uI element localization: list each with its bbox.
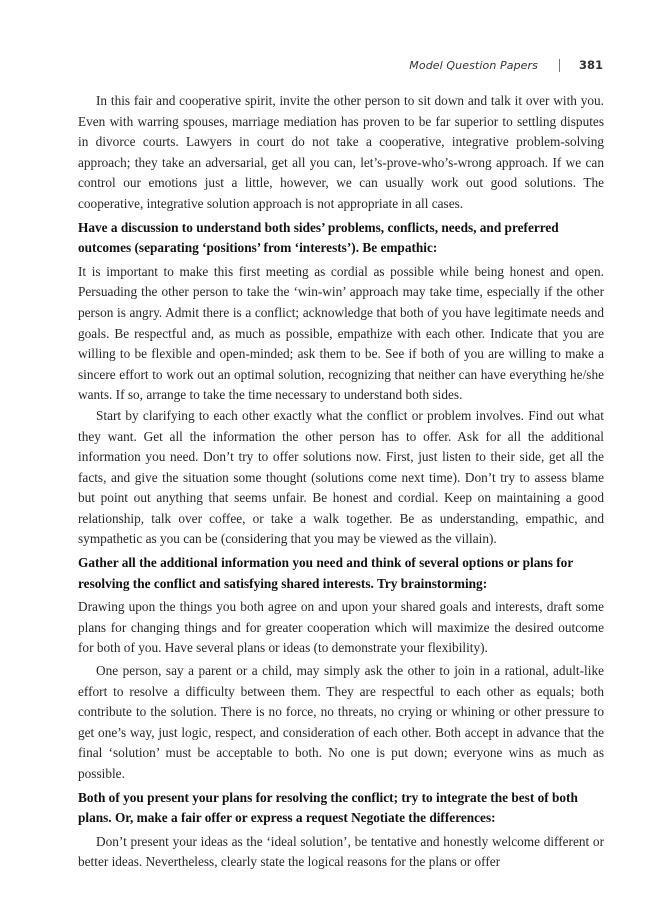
running-header [409, 58, 603, 72]
section-heading: Gather all the additional information you need and think of several options or plans for resolving the conflict and satisfying shared interests. Try brainstorming: [78, 555, 573, 591]
header-divider [559, 59, 560, 72]
paragraph: Start by clarifying to each other exactly what the conflict or problem involves. Find out what they want. Get all the information the other person has to offer. Ask for all the additional information you need. Don’t try to offer solutions now. First, just listen to their side, get all the facts, and give the situation some thought (solutions come next time). Don’t try to assess blame but point out anything that seems unfair. Be honest and cordial. Keep on maintaining a good relationship, talk over coffee, or take a walk together. Be as understanding, empathic, and sympathetic as you can be (considering that you may be viewed as the villain). [78, 407, 604, 547]
paragraph: It is important to make this first meeting as cordial as possible while being honest and open. Persuading the other person to take the ‘win-win’ approach may take time, especially if the other person is angry. Admit there is a conflict; acknowledge that both of you have legitimate needs and goals. Be respectful and, as much as possible, empathize with each other. Indicate that you are willing to be flexible and open-minded; ask them to be. See if both of you are willing to make a sincere effort to work out an optimal solution, recognizing that neither can have everything he/she wants. If so, arrange to take the time necessary to understand both sides. [78, 263, 604, 403]
section-heading: Have a discussion to understand both sides’ problems, conflicts, needs, and preferred outcomes (separating ‘positions’ from ‘interests’). Be empathic: [78, 219, 559, 256]
running-header-title: Model Question Papers [409, 58, 538, 72]
paragraph: Drawing upon the things you both agree on and upon your shared goals and interests, draft some plans for changing things and for greater cooperation which will maximize the desired outcome for both of you. Have several plans or ideas (to demonstrate your flexibility). [78, 599, 604, 656]
paragraph: One person, say a parent or a child, may simply ask the other to join in a rational, adult-like effort to resolve a difficulty between them. They are respectful to each other as equals; both contribute to the solution. There is no force, no threats, no crying or whining or other pressure to get one’s way, just logic, respect, and consideration of each other. Both accept in advance that the final ‘solution’ must be acceptable to both. No one is put down; everyone wins as much as possible. [78, 663, 604, 781]
paragraph: Don’t present your ideas as the ‘ideal solution’, be tentative and honestly welcome different or better ideas. Nevertheless, clearly state the logical reasons for the plans or offer [78, 833, 604, 870]
paragraph: In this fair and cooperative spirit, invite the other person to sit down and talk it over with you. Even with warring spouses, marriage mediation has proven to be far superior to settling disputes in divorce courts. Lawyers in court do not take a cooperative, integrative problem-solving approach; they take an adversarial, get all you can, let’s-prove-who’s-wrong approach. If we can control our emotions just a little, however, we can usually work out good solutions. The cooperative, integrative solution approach is not appropriate in all cases. [78, 93, 604, 211]
page-number: 381 [578, 58, 603, 72]
section-heading: Both of you present your plans for resolving the conflict; try to integrate the best of both plans. Or, make a fair offer or express a request Negotiate the differences: [78, 789, 578, 826]
body-text [78, 91, 604, 873]
